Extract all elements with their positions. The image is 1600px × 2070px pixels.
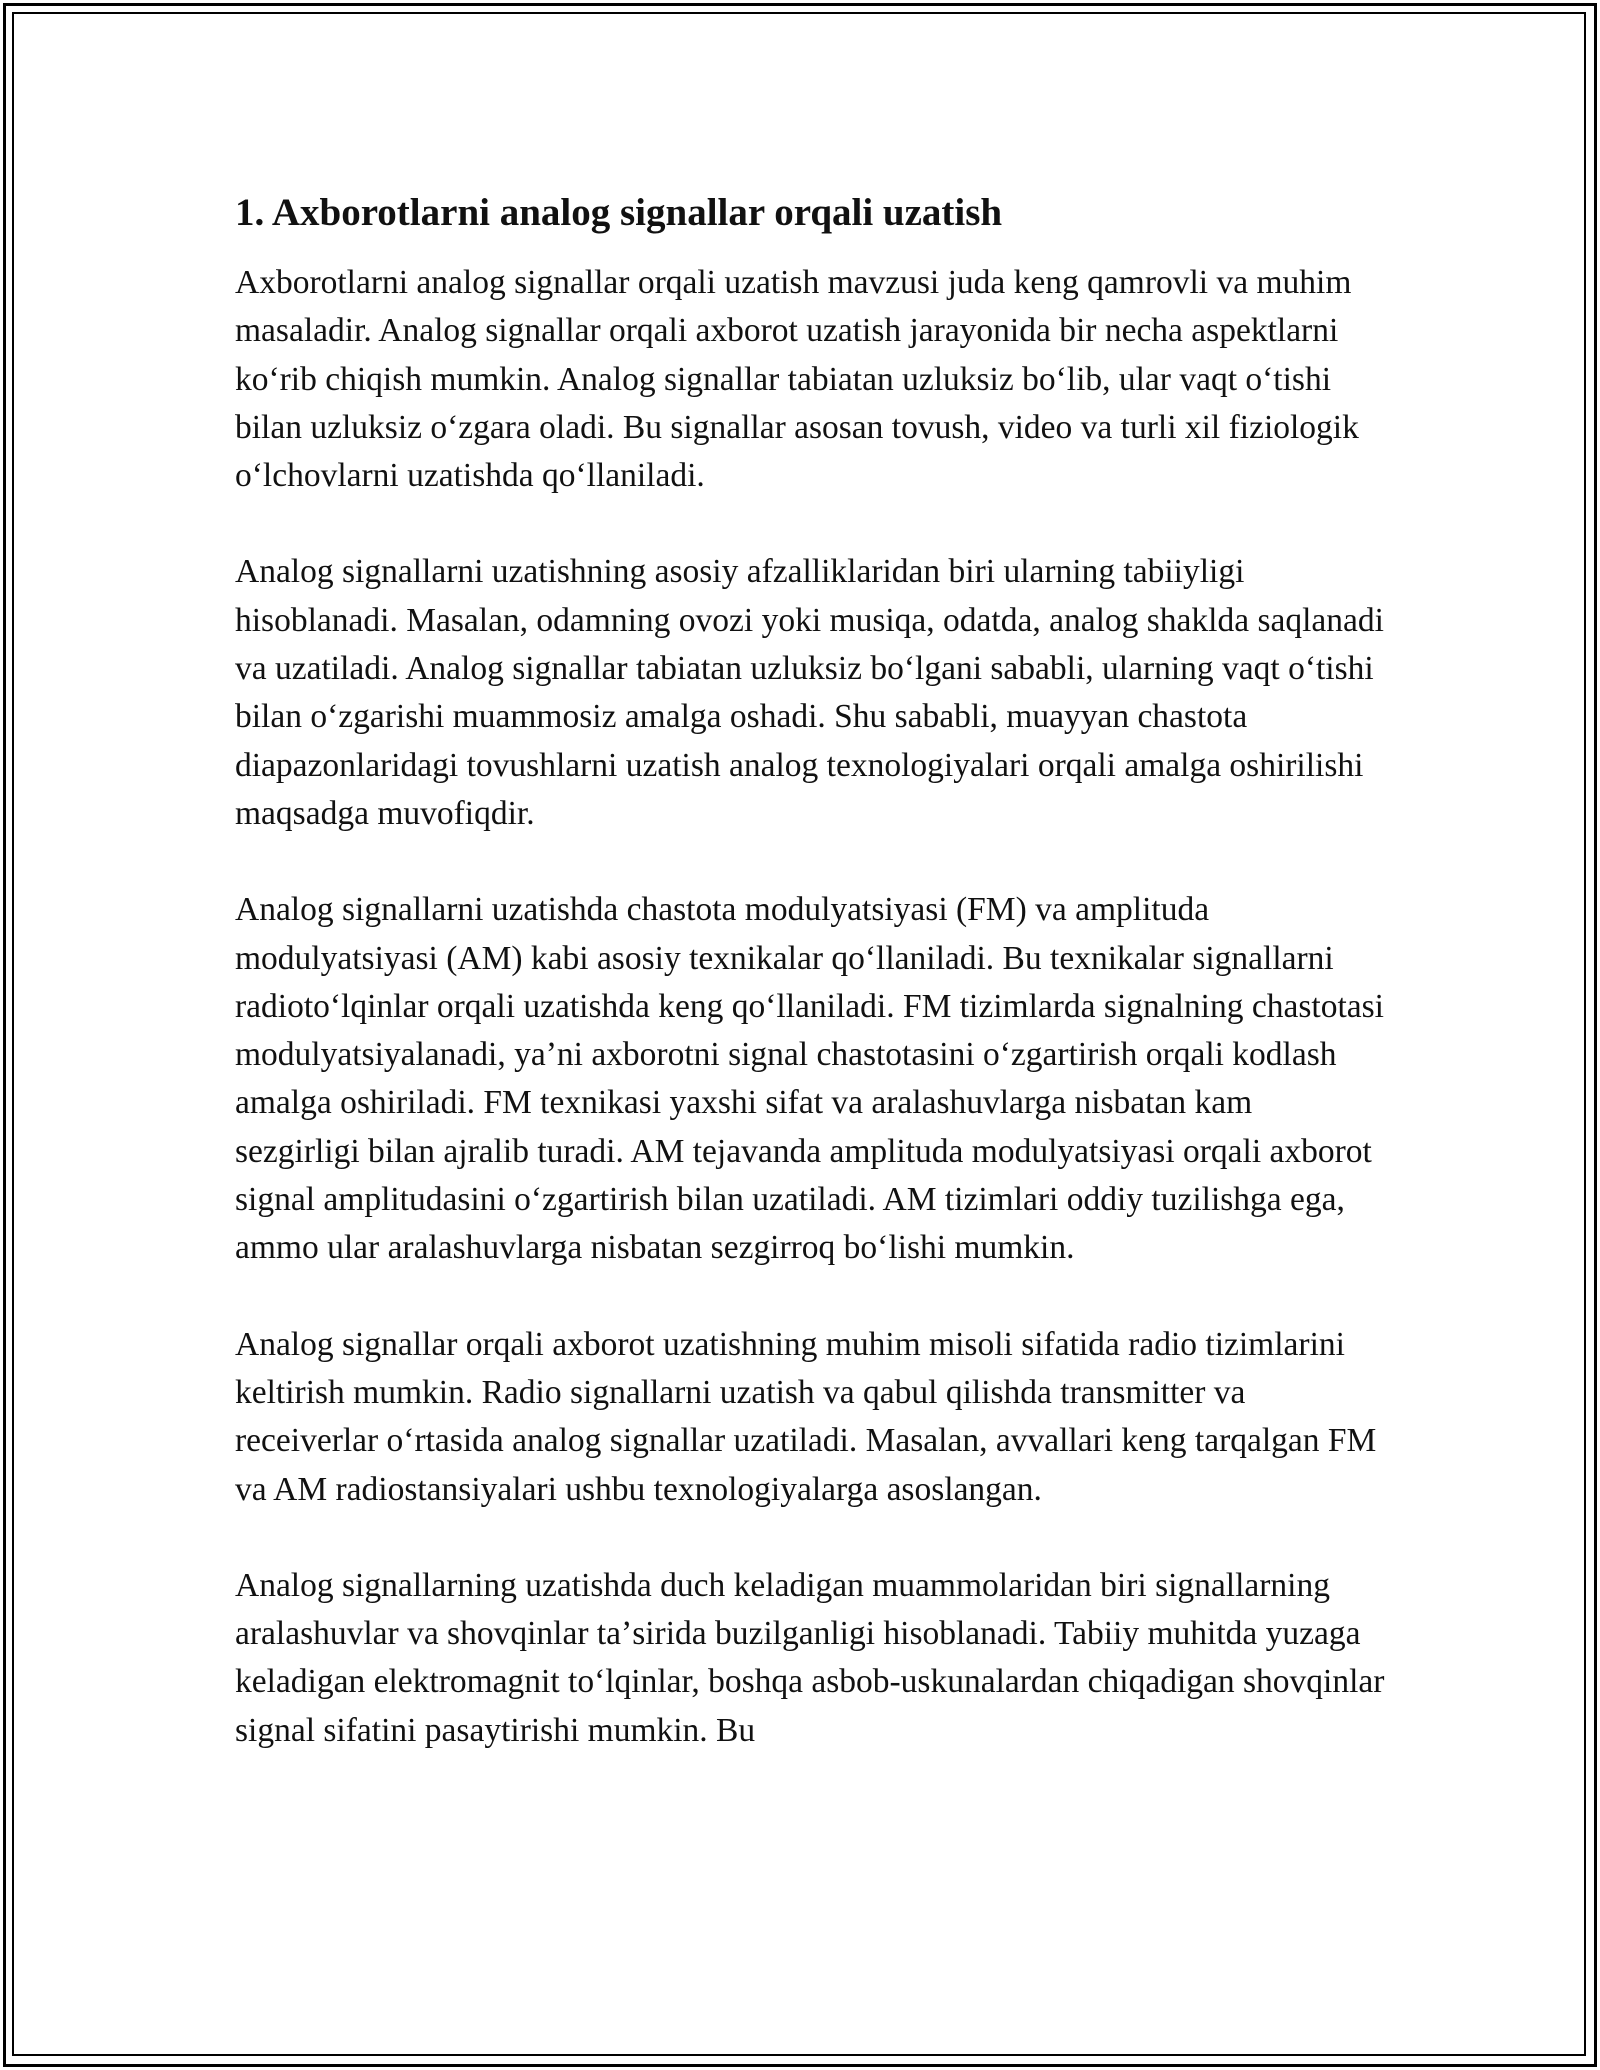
paragraph-4: Analog signallar orqali axborot uzatishning muhim misoli sifatida radio tizimlarini keltirish mumkin. Radio signallarni uzatish va qabul qilishda transmitter va receiverlar oʻrtasida analog signallar uzatiladi. Masalan, avvallari keng tarqalgan FM va AM radiostansiyalari ushbu texnologiyalarga asoslangan. [235, 1325, 1377, 1508]
section-heading: 1. Axborotlarni analog signallar orqali uzatish [235, 191, 1003, 234]
paragraph-2: Analog signallarni uzatishning asosiy afzalliklaridan biri ularning tabiiyligi hisoblanadi. Masalan, odamning ovozi yoki musiqa, odatda, analog shaklda saqlanadi va uzatiladi. Analog signallar tabiatan uzluksiz boʻlgani sababli, ularning vaqt oʻtishi bilan oʻzgarishi muammosiz amalga oshadi. Shu sababli, muayyan chastota diapazonlaridagi tovushlarni uzatish analog texnologiyalari orqali amalga oshirilishi maqsadga muvofiqdir. [235, 553, 1384, 832]
paragraph-3: Analog signallarni uzatishda chastota modulyatsiyasi (FM) va amplituda modulyatsiyasi (AM) kabi asosiy texnikalar qoʻllaniladi. Bu texnikalar signallarni radiotoʻlqinlar orqali uzatishda keng qoʻllaniladi. FM tizimlarda signalning chastotasi modulyatsiyalanadi, yaʼni axborotni signal chastotasini oʻzgartirish orqali kodlash amalga oshiriladi. FM texnikasi yaxshi sifat va aralashuvlarga nisbatan kam sezgirligi bilan ajralib turadi. AM tejavanda amplituda modulyatsiyasi orqali axborot signal amplitudasini oʻzgartirish bilan uzatiladi. AM tizimlari oddiy tuzilishga ega, ammo ular aralashuvlarga nisbatan sezgirroq boʻlishi mumkin. [235, 891, 1384, 1267]
document-body [235, 187, 1385, 1803]
paragraph-1: Axborotlarni analog signallar orqali uzatish mavzusi juda keng qamrovli va muhim masaladir. Analog signallar orqali axborot uzatish jarayonida bir necha aspektlarni koʻrib chiqish mumkin. Analog signallar tabiatan uzluksiz boʻlib, ular vaqt oʻtishi bilan uzluksiz oʻzgara oladi. Bu signallar asosan tovush, video va turli xil fiziologik oʻlchovlarni uzatishda qoʻllaniladi. [235, 264, 1359, 495]
paragraph-5: Analog signallarning uzatishda duch keladigan muammolaridan biri signallarning aralashuvlar va shovqinlar taʼsirida buzilganligi hisoblanadi. Tabiiy muhitda yuzaga keladigan elektromagnit toʻlqinlar, boshqa asbob-uskunalardan chiqadigan shovqinlar signal sifatini pasaytirishi mumkin. Bu [235, 1566, 1385, 1749]
